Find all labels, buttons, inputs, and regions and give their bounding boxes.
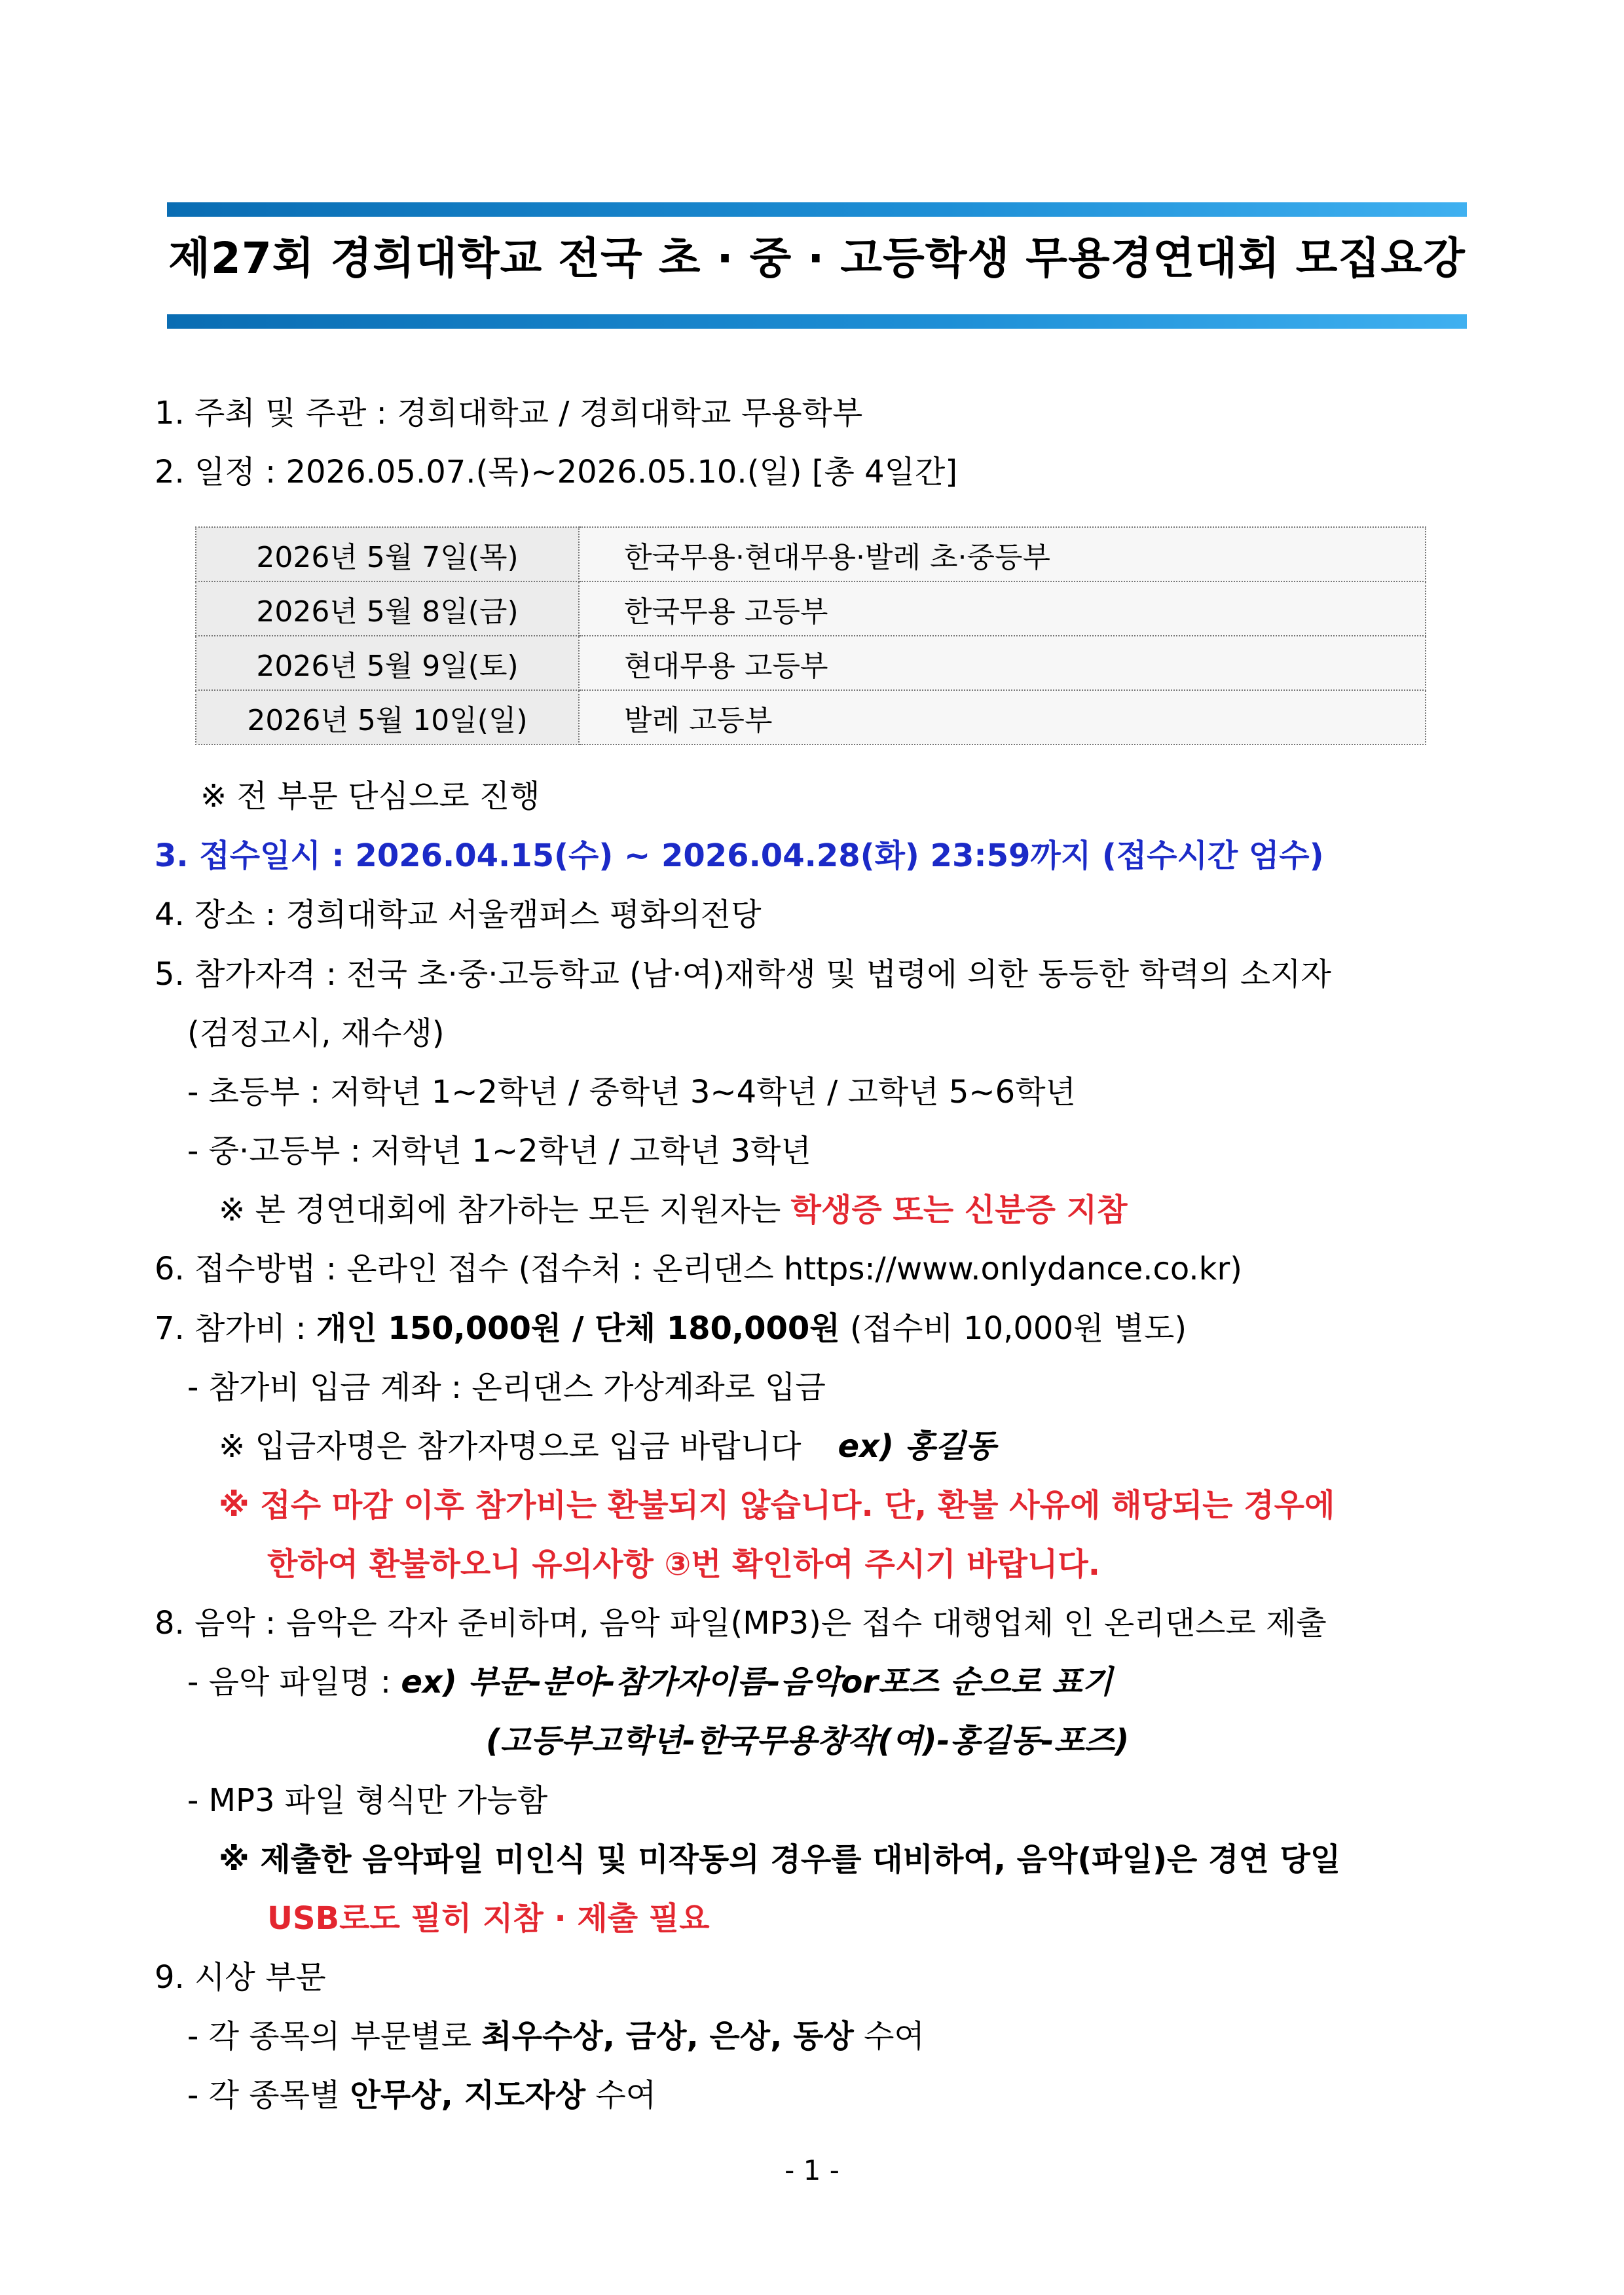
fee-amount: 개인 150,000원 / 단체 180,000원 — [316, 1310, 840, 1347]
fee-depositor-example: ex) 홍길동 — [838, 1428, 996, 1465]
music-filename-label: - 음악 파일명 : — [187, 1664, 401, 1700]
awards-category — [187, 2072, 656, 2118]
eligibility-elementary: - 초등부 : 저학년 1~2학년 / 중학년 3~4학년 / 고학년 5~6학년 — [187, 1074, 1076, 1111]
section-registration-method: 6. 접수방법 : 온라인 접수 (접수처 : 온리댄스 https://www.onlydance.co.kr) — [155, 1251, 1242, 1287]
eligibility-note — [219, 1187, 1127, 1233]
schedule-date: 2026년 5월 10일(일) — [196, 690, 579, 744]
eligibility-note-highlight: 학생증 또는 신분증 지참 — [790, 1192, 1128, 1228]
awards-division-list: 최우수상, 금상, 은상, 동상 — [481, 2018, 854, 2055]
page-number: - 1 - — [784, 2154, 840, 2186]
fee-account: - 참가비 입금 계좌 : 온리댄스 가상계좌로 입금 — [187, 1369, 826, 1406]
eligibility-detail: (검정고시, 재수생) — [187, 1015, 445, 1052]
schedule-note: ※ 전 부문 단심으로 진행 — [200, 778, 540, 815]
section-fee — [155, 1306, 1187, 1351]
awards-division-suffix: 수여 — [853, 2018, 925, 2055]
section-venue: 4. 장소 : 경희대학교 서울캠퍼스 평화의전당 — [155, 896, 762, 933]
music-usb-requirement: USB로도 필히 지참 · 제출 필요 — [267, 1900, 710, 1937]
eligibility-middle-high: - 중·고등부 : 저학년 1~2학년 / 고학년 3학년 — [187, 1133, 811, 1169]
page-title: 제27회 경희대학교 전국 초 · 중 · 고등학생 무용경연대회 모집요강 — [168, 233, 1466, 284]
fee-refund-notice-cont: 한하여 환불하오니 유의사항 ③번 확인하여 주시기 바랍니다. — [267, 1546, 1100, 1583]
schedule-event: 한국무용·현대무용·발레 초·중등부 — [579, 527, 1426, 581]
fee-depositor-text: ※ 입금자명은 참가자명으로 입금 바랍니다 — [219, 1428, 802, 1465]
awards-category-suffix: 수여 — [585, 2077, 657, 2114]
awards-division-text: - 각 종목의 부문별로 — [187, 2018, 482, 2055]
schedule-event: 현대무용 고등부 — [579, 636, 1426, 690]
title-bar-bottom — [167, 314, 1467, 329]
table-row — [196, 581, 1426, 636]
section-awards: 9. 시상 부문 — [155, 1959, 326, 1996]
awards-category-text: - 각 종목별 — [187, 2077, 350, 2114]
schedule-event: 발레 고등부 — [579, 690, 1426, 744]
music-filename — [187, 1659, 1113, 1705]
section-eligibility: 5. 참가자격 : 전국 초·중·고등학교 (남·여)재학생 및 법령에 의한 동등한 학력의 소지자 — [155, 956, 1331, 993]
fee-label: 7. 참가비 : — [155, 1310, 316, 1347]
music-usb-notice: ※ 제출한 음악파일 미인식 및 미작동의 경우를 대비하여, 음악(파일)은 경연 당일 — [219, 1841, 1341, 1878]
schedule-date: 2026년 5월 8일(금) — [196, 581, 579, 636]
awards-division — [187, 2013, 925, 2059]
music-filename-example-detail: (고등부고학년-한국무용창작(여)-홍길동-포즈) — [486, 1723, 1130, 1759]
music-format: - MP3 파일 형식만 가능함 — [187, 1782, 548, 1819]
fee-extra: (접수비 10,000원 별도) — [840, 1310, 1187, 1347]
section-host: 1. 주최 및 주관 : 경희대학교 / 경희대학교 무용학부 — [155, 395, 863, 431]
section-registration-period: 3. 접수일시 : 2026.04.15(수) ~ 2026.04.28(화) 23:59까지 (접수시간 엄수) — [155, 837, 1324, 874]
section-music: 8. 음악 : 음악은 각자 준비하며, 음악 파일(MP3)은 접수 대행업체 인 온리댄스로 제출 — [155, 1605, 1327, 1642]
schedule-table — [195, 526, 1426, 745]
table-row — [196, 636, 1426, 690]
table-row — [196, 527, 1426, 581]
awards-category-list: 안무상, 지도자상 — [350, 2077, 586, 2114]
eligibility-note-text: ※ 본 경연대회에 참가하는 모든 지원자는 — [219, 1192, 791, 1228]
schedule-date: 2026년 5월 9일(토) — [196, 636, 579, 690]
table-row — [196, 690, 1426, 744]
fee-refund-notice: ※ 접수 마감 이후 참가비는 환불되지 않습니다. 단, 환불 사유에 해당되는 경우에 — [219, 1487, 1335, 1524]
fee-depositor-note — [219, 1423, 996, 1469]
section-schedule: 2. 일정 : 2026.05.07.(목)~2026.05.10.(일) [총 4일간] — [155, 454, 958, 490]
schedule-event: 한국무용 고등부 — [579, 581, 1426, 636]
music-filename-example: ex) 부문-분야-참가자이름-음악or포즈 순으로 표기 — [401, 1664, 1113, 1700]
title-bar-top — [167, 202, 1467, 217]
schedule-date: 2026년 5월 7일(목) — [196, 527, 579, 581]
